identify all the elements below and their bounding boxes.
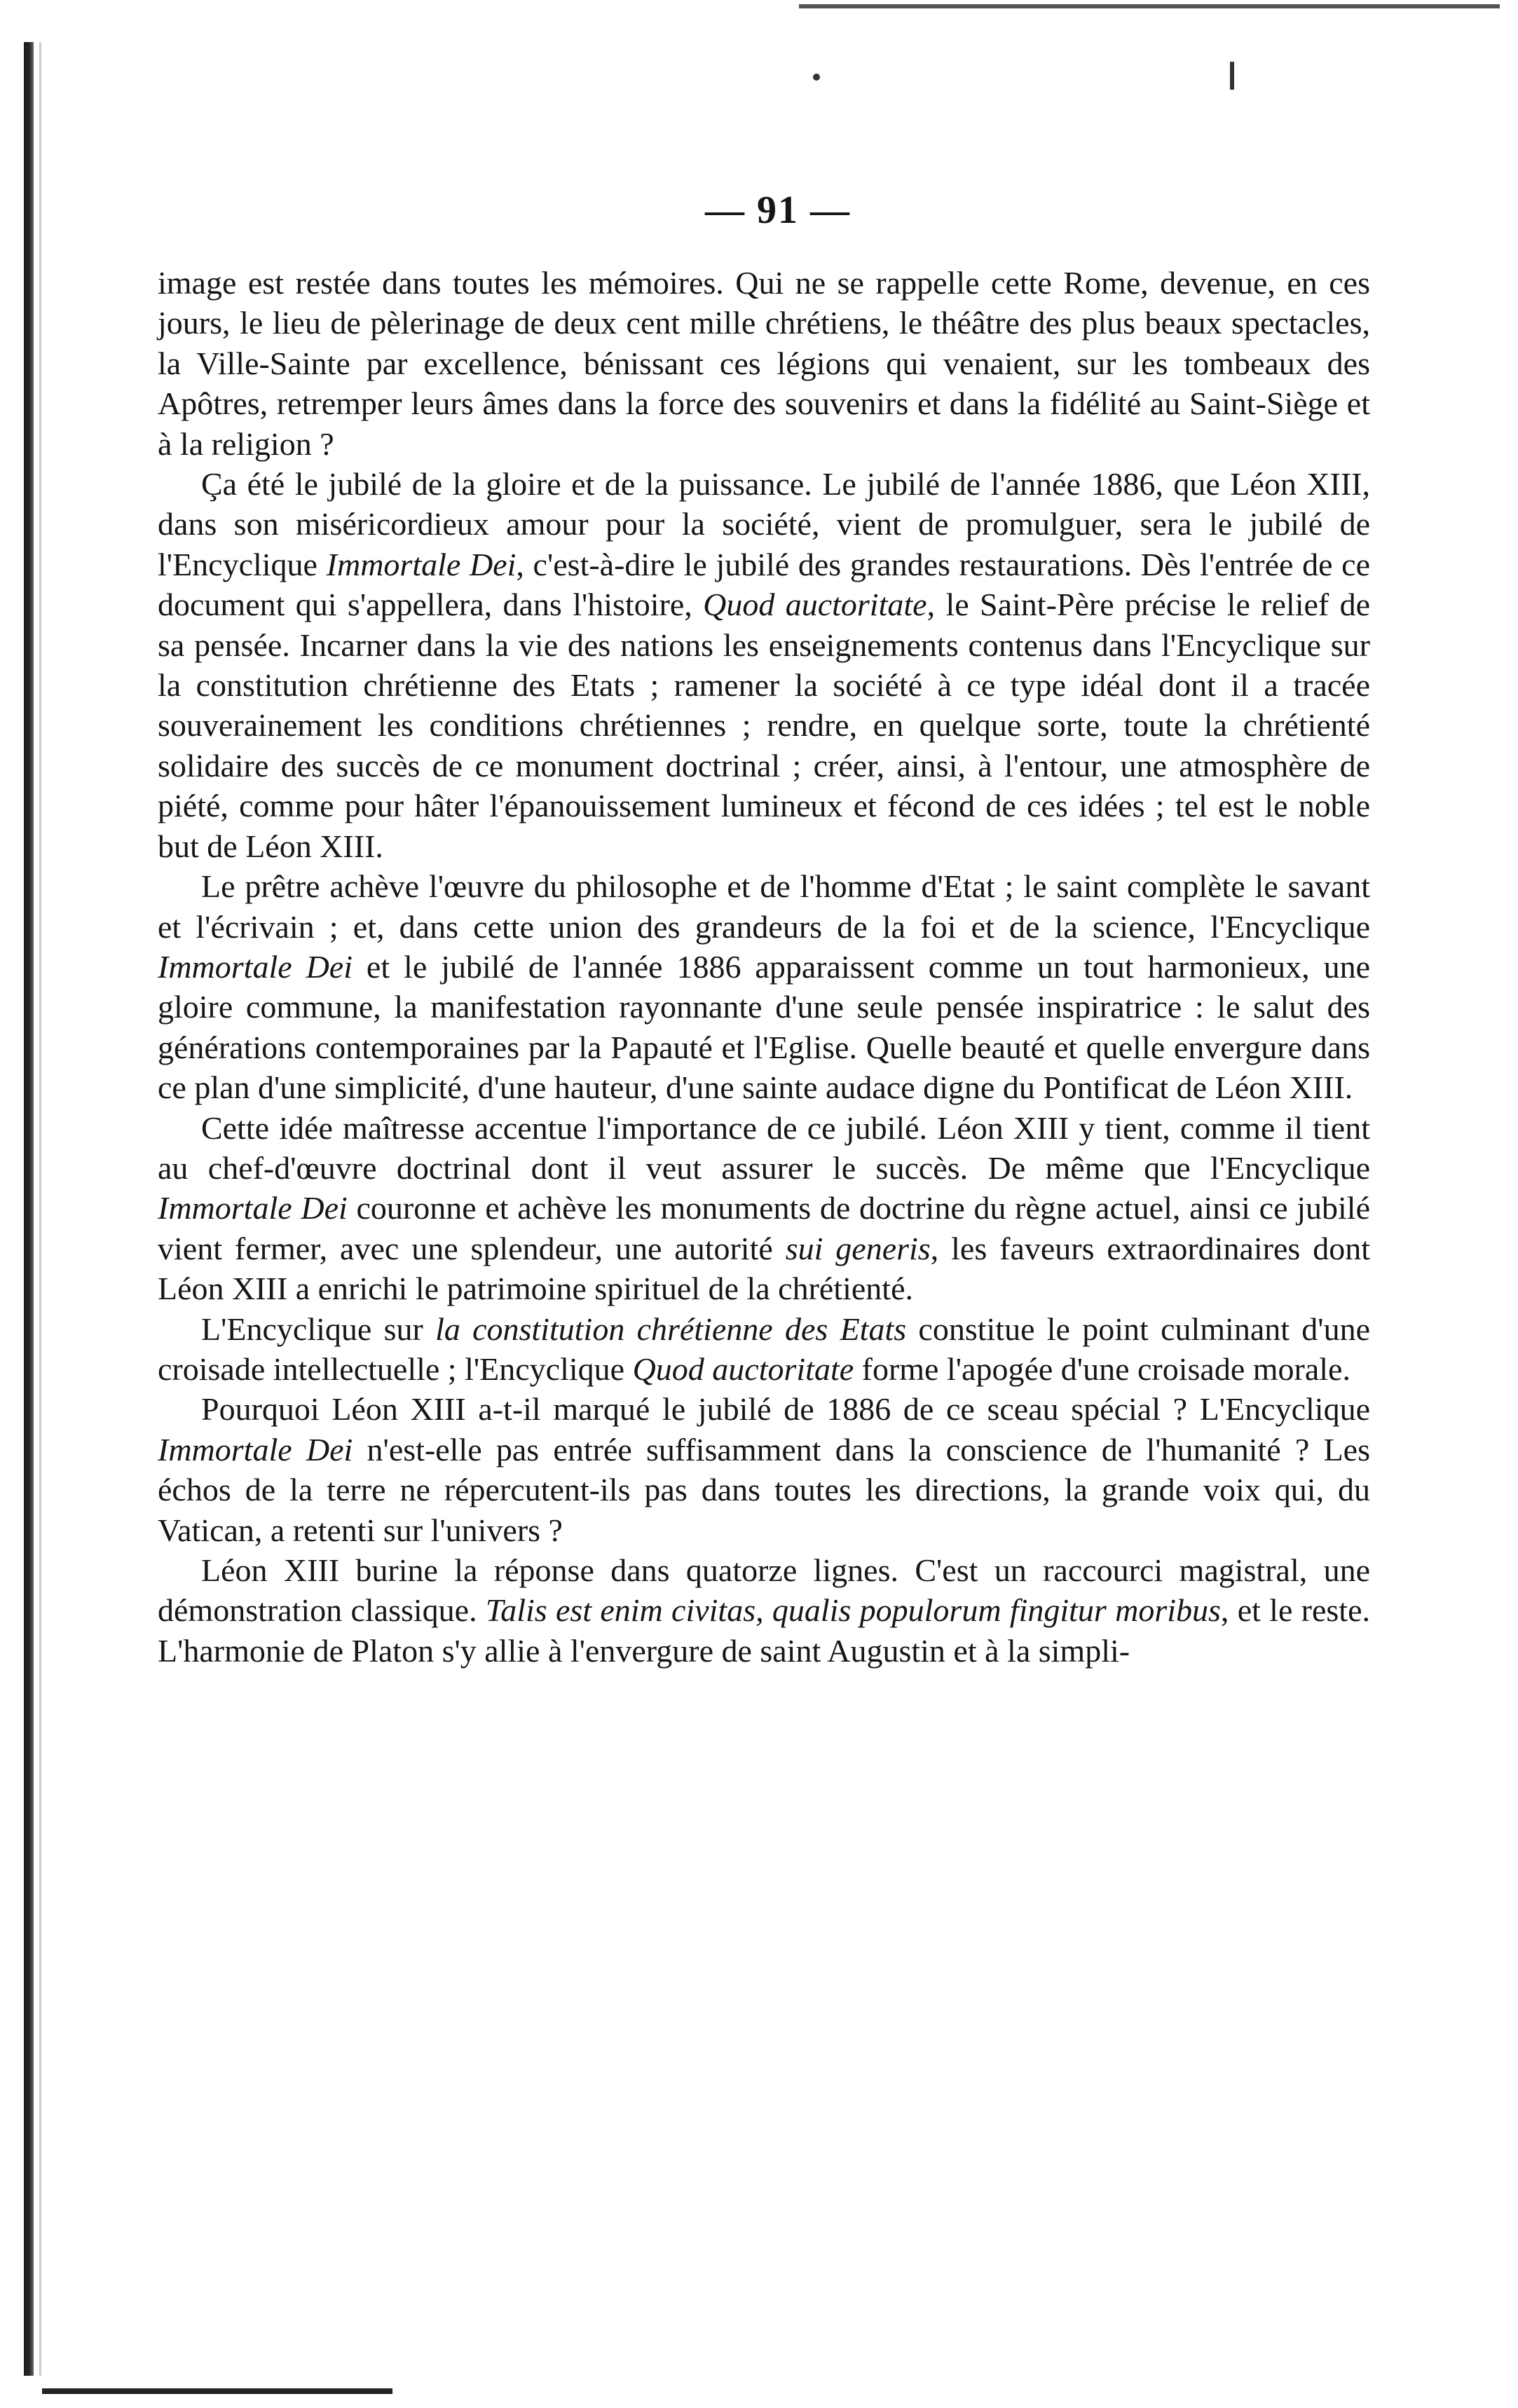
ink-speck <box>1230 62 1234 90</box>
paragraph <box>158 1389 1370 1550</box>
text-run: constitue le point culminant d'une croisade intellectuelle ; l'Encyclique <box>158 1311 1370 1387</box>
text-run: Le prêtre achève l'œuvre du philosophe et de l'homme d'Etat ; le saint complète le savant et l'écrivain ; et, dans cette union des grandeurs de la foi et de la science, l'Encyclique <box>158 868 1370 945</box>
paragraph <box>158 263 1370 464</box>
italic-text: Immortale Dei <box>326 546 517 582</box>
text-run: , le Saint-Père précise le relief de sa pensée. Incarner dans la vie des nations les enseignements contenus dans l'Encyclique sur la constitution chrétienne des Etats ; ramener la société à ce type idéal dont il a tracée souverainement les conditions chrétiennes ; rendre, en quelque sorte, toute la chrétienté solidaire des succès de ce monument doctrinal ; créer, ainsi, à l'entour, une atmosphère de piété, comme pour hâter l'épanouissement lumineux et fécond de ces idées ; tel est le noble but de Léon XIII. <box>158 587 1370 864</box>
paragraph <box>158 1309 1370 1390</box>
text-run: Pourquoi Léon XIII a-t-il marqué le jubilé de 1886 de ce sceau spécial ? L'Encyclique <box>201 1391 1370 1428</box>
text-run: Cette idée maîtresse accentue l'importance de ce jubilé. Léon XIII y tient, comme il tient au chef-d'œuvre doctrinal dont il veut assurer le succès. De même que l'Encyclique <box>158 1109 1370 1186</box>
italic-text: sui generis <box>785 1230 931 1266</box>
italic-text: Talis est enim civitas, qualis populorum fingitur moribus <box>485 1592 1221 1629</box>
bottom-edge-rule <box>42 2388 392 2394</box>
italic-text: Quod auctoritate <box>632 1350 854 1387</box>
paragraph <box>158 866 1370 1107</box>
text-run: , et le reste. L'harmonie de Platon s'y allie à l'envergure de saint Augustin et à la simpli- <box>158 1592 1370 1669</box>
italic-text: Immortale Dei <box>158 1431 353 1468</box>
text-run: image est restée dans toutes les mémoires. Qui ne se rappelle cette Rome, devenue, en ces jours, le lieu de pèlerinage de deux cent mille chrétiens, le théâtre des plus beaux spectacles, la Ville-Sainte par excellence, bénissant ces légions qui venaient, sur les tombeaux des Apôtres, retremper leurs âmes dans la force des souvenirs et dans la fidélité au Saint-Siège et à la religion ? <box>158 265 1370 462</box>
text-run: , c'est-à-dire le jubilé des grandes restaurations. Dès l'entrée de ce document qui s'appellera, dans l'histoire, <box>158 546 1370 623</box>
top-edge-rule <box>799 4 1500 8</box>
text-run: Ça été le jubilé de la gloire et de la puissance. Le jubilé de l'année 1886, que Léon XIII, dans son miséricordieux amour pour la société, vient de promulguer, sera le jubilé de l'Encyclique <box>158 466 1370 582</box>
paragraph <box>158 464 1370 866</box>
text-run: couronne et achève les monuments de doctrine du règne actuel, ainsi ce jubilé vient fermer, avec une splendeur, une autorité <box>158 1190 1370 1266</box>
text-run: Léon XIII burine la réponse dans quatorze lignes. C'est un raccourci magistral, une démonstration classique. <box>158 1552 1370 1629</box>
paragraph <box>158 1550 1370 1671</box>
body-text <box>158 263 1370 1671</box>
italic-text: Quod auctoritate <box>703 587 927 623</box>
italic-text: la constitution chrétienne des Etats <box>435 1311 907 1347</box>
italic-text: Immortale Dei <box>158 1190 348 1226</box>
text-run: et le jubilé de l'année 1886 apparaissent comme un tout harmonieux, une gloire commune, la manifestation rayonnante d'une seule pensée inspiratrice : le salut des générations contemporaines par la Papauté et l'Eglise. Quelle beauté et quelle envergure dans ce plan d'une simplicité, d'une hauteur, d'une sainte audace digne du Pontificat de Léon XIII. <box>158 948 1371 1106</box>
text-run: forme l'apogée d'une croisade morale. <box>854 1350 1351 1387</box>
text-run: L'Encyclique sur <box>201 1311 436 1347</box>
page-number: — 91 — <box>705 189 851 232</box>
ink-speck <box>813 74 820 81</box>
page-binding-edge <box>24 42 34 2376</box>
text-run: , les faveurs extraordinaires dont Léon XIII a enrichi le patrimoine spirituel de la chrétienté. <box>158 1230 1370 1307</box>
italic-text: Immortale Dei <box>158 948 353 985</box>
text-run: n'est-elle pas entrée suffisamment dans la conscience de l'humanité ? Les échos de la terre ne répercutent-ils pas dans toutes les directions, la grande voix qui, du Vatican, a retenti sur l'univers ? <box>158 1431 1370 1548</box>
paragraph <box>158 1108 1370 1309</box>
